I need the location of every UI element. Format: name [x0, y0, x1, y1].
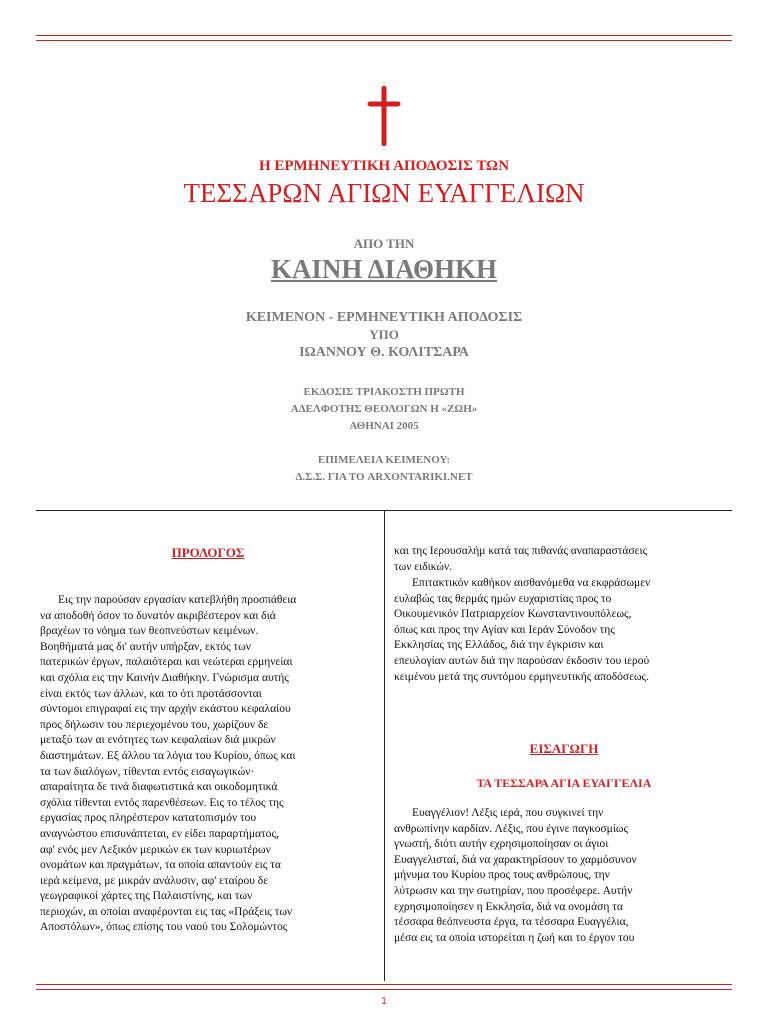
text-line: Εις την παρούσαν εργασίαν κατεβλήθη προσπάθεια [58, 594, 297, 606]
introduction-heading: ΕΙΣΑΓΩΓΗ [529, 741, 599, 756]
text-line: εργασίας προς πληρέστερον κατατοπισμόν του [40, 812, 257, 825]
text-line: Βοηθήματά μας δι' αυτήν υπήρξαν, εκτός των [40, 640, 251, 653]
text-line: μήνυμα του Κυρίου προς τους ανθρώπους, την [394, 869, 610, 882]
text-line: ονομάτων και πραγμάτων, τα οποία απαντούν εις τα [40, 859, 281, 872]
text-line: εχρησιμοποίησεν η Εκκλησία, διά να ονομάση τα [394, 900, 623, 913]
editing-line: Δ.Σ.Σ. ΓΙΑ ΤΟ ARXONTARIKI.NET [295, 471, 473, 483]
cross-icon [0, 86, 768, 146]
edition-line: ΕΚΔΟΣΙΣ ΤΡΙΑΚΟΣΤΗ ΠΡΩΤΗ [303, 386, 465, 398]
text-line: μεταξύ των αι ενότητες των κεφαλαίων διά μικρών [40, 734, 276, 747]
text-line: τέσσαρα θεόπνευστα έργα, τα τέσσαρα Ευαγγέλια, [394, 916, 629, 929]
editing-block [0, 452, 768, 486]
bottom-double-rule [36, 984, 732, 990]
text-line: ΚΕΙΜΕΝΟΝ - ΕΡΜΗΝΕΥΤΙΚΗ ΑΠΟΔΟΣΙΣ [245, 310, 523, 325]
subtitle-small: Η ΕΡΜΗΝΕΥΤΙΚΗ ΑΠΟΔΟΣΙΣ ΤΩΝ [258, 158, 510, 174]
author: ΙΩΑΝΝΟΥ Θ. ΚΟΛΙΤΣΑΡΑ [299, 345, 469, 360]
page-number: 1 [381, 996, 387, 1007]
text-line: ευλαβώς τας θερμάς ημών ευχαριστίας προς το [394, 592, 612, 605]
text-line: Ευαγγελισταί, διά να χαρακτηρίσουν το χαρμόσυνον [394, 853, 637, 866]
by-label: ΥΠΟ [369, 327, 399, 342]
title-second: ΚΑΙΝΗ ΔΙΑΘΗΚΗ [270, 254, 498, 284]
edition-block [0, 384, 768, 435]
text-line: λύτρωσιν και την σωτηρίαν, που προσέφερε. Αυτήν [394, 884, 633, 897]
from-label: ΑΠΟ ΤΗΝ [353, 236, 415, 251]
text-line: μέσα εις τα οποία ιστορείται η ζωή και το έργον του [394, 931, 635, 944]
text-line: ιερά κείμενα, με μικράν ανάλυσιν, αφ' εταίρου δε [40, 874, 269, 887]
introduction-body [394, 806, 734, 946]
text-line: σύντομοι επιγραφαί εις την αρχήν εκάστου κεφαλαίου [40, 703, 291, 716]
text-line: περιοχών, αι οποίαι αναφέρονται εις τας «Πράξεις των [40, 905, 293, 918]
top-double-rule [36, 35, 732, 41]
text-line: των ειδικών. [394, 560, 453, 573]
text-line: γεωγραφικοί χάρτες της Παλαιστίνης, και των [40, 890, 253, 903]
text-line: προς δήλωσιν του περιεχομένου του, χωρίζουν δε [40, 718, 269, 731]
introduction-subheading: ΤΑ ΤΕΣΣΑΡΑ ΑΓΙΑ ΕΥΑΓΓΕΛΙΑ [476, 776, 652, 790]
prologue-thanks [394, 576, 734, 685]
prologue-body [40, 593, 376, 936]
edition-line: ΑΘΗΝΑΙ 2005 [349, 420, 419, 432]
text-line: Επιτακτικόν καθήκον αισθανόμεθα να εκφράσωμεν [412, 577, 651, 589]
text-line: απαραίτητα δε τινά διαφωτιστικά και οικοδομητικά [40, 781, 278, 794]
text-line: Οικουμενικόν Πατριαρχείον Κωνσταντινουπόλεως, [394, 608, 632, 621]
prologue-continuation [394, 544, 734, 575]
text-line: πατερικών έργων, παλαιότεραι και νεώτεραι ερμηνείαι [40, 656, 293, 669]
editing-line: ΕΠΙΜΕΛΕΙΑ ΚΕΙΜΕΝΟΥ: [317, 454, 451, 466]
text-line: βραχέων το νόημα των θεοπνεύστων κειμένων. [40, 625, 259, 638]
text-line: Ευαγγέλιον! Λέξις ιερά, που συγκινεί την [412, 807, 604, 819]
edition-line: ΑΔΕΛΦΟΤΗΣ ΘΕΟΛΟΓΩΝ Η «ΖΩΗ» [290, 403, 478, 415]
text-line: και σχόλια εις την Καινήν Διαθήκην. Γνώρισμα αυτής [40, 671, 289, 684]
text-line: να αποδοθή όσον το δυνατόν ακριβέστερον και διά [40, 609, 276, 622]
text-line: σχόλια τίθενται εντός παρενθέσεων. Εις το τέλος της [40, 796, 284, 809]
text-line: γνωστή, διότι αυτήν εχρησιμοποίησαν οι άγιοι [394, 838, 609, 851]
text-line: αναγνώστου επισυνάπτεται, εν είδει παραρτήματος, [40, 827, 279, 840]
text-line: Αποστόλων», όπως επίσης του ναού του Σολομώντος [40, 921, 288, 934]
title-main: ΤΕΣΣΑΡΩΝ ΑΓΙΩΝ ΕΥΑΓΓΕΛΙΩΝ [183, 178, 585, 208]
prologue-heading: ΠΡΟΛΟΓΟΣ [171, 545, 245, 560]
text-line: τα των διαλόγων, τίθενται εντός εισαγωγικών· [40, 765, 255, 778]
text-line: και της Ιερουσαλήμ κατά τας πιθανάς αναπαραστάσεις [394, 545, 648, 557]
text-line: αφ' ενός μεν Λεξικόν μερικών εκ των κυριωτέρων [40, 843, 271, 856]
text-line: ανθρωπίνην καρδίαν. Λέξις, που έγινε παγκοσμίως [394, 822, 629, 835]
text-line: όπως και προς την Αγίαν και Ιεράν Σύνοδον της [394, 623, 615, 636]
text-line: είναι εκτός των άλλων, και το ότι προτάσσονται [40, 687, 262, 700]
text-line: κειμένου μετά της συντόμου ερμηνευτικής αποδόσεως. [394, 670, 649, 683]
text-line: διαστημάτων. Εξ άλλου τα λόγια του Κυρίου, όπως και [40, 749, 296, 762]
column-divider [384, 511, 385, 981]
text-line: επευλογίαν αυτών διά την παρούσαν έκδοσιν του ιερού [394, 654, 650, 667]
text-line: Εκκλησίας της Ελλάδος, διά την έγκρισιν και [394, 639, 604, 652]
